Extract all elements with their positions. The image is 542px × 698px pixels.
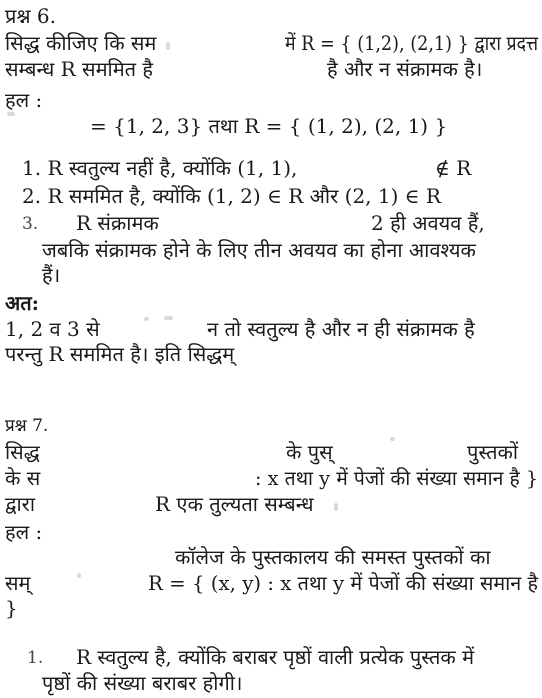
q6-set-definition: = {1, 2, 3} तथा R = { (1, 2), (2, 1) }: [90, 114, 448, 138]
q7-statement-line1-a: सिद्ध: [5, 440, 40, 464]
q6-point3-a: R संक्रामक: [76, 211, 159, 235]
q6-point3-b: 2 ही अवयव हैं,: [371, 211, 485, 235]
q6-statement-line1-b: में R = { (1,2), (2,1) } द्वारा प्रदत्त: [285, 31, 539, 55]
q7-statement-line1-b: के पुस्: [286, 440, 333, 464]
q7-solution-line1: कॉलेज के पुस्तकालय की समस्त पुस्तकों का: [175, 545, 491, 569]
q7-point1-b: पृष्ठों की संख्या बराबर होगी।: [42, 671, 243, 695]
redaction-blot: [334, 503, 338, 511]
q7-statement-line3-a: द्वारा: [5, 492, 36, 516]
q6-point1-a: 1. R स्वतुल्य नहीं है, क्योंकि (1, 1),: [22, 156, 298, 180]
redaction-blot: [164, 316, 173, 320]
q6-solution-label: हल :: [5, 88, 43, 112]
q6-point1-b: ∉ R: [435, 156, 472, 180]
redaction-blot: [7, 112, 15, 116]
q6-statement-line2-a: सम्बन्ध R सममित है: [5, 57, 154, 81]
q6-statement-line1-a: सिद्ध कीजिए कि सम: [5, 31, 157, 55]
q6-heading: प्रश्न 6.: [5, 4, 56, 28]
q7-statement-line3-b: R एक तुल्यता सम्बन्ध: [155, 492, 314, 516]
q7-statement-line2-a: के स: [5, 466, 41, 490]
redaction-blot: [390, 437, 395, 441]
q7-solution-line2-a: सम्: [5, 571, 31, 595]
q6-point3-number: 3.: [22, 214, 39, 234]
redaction-blot: [77, 573, 81, 578]
q6-conclusion-line2: परन्तु R सममित है। इति सिद्धम्: [5, 342, 235, 366]
q6-conclusion-a: 1, 2 व 3 से: [5, 317, 100, 341]
q7-solution-line3: }: [5, 596, 18, 620]
q7-heading: प्रश्न 7.: [5, 416, 49, 436]
q6-point3-d: हैं।: [42, 263, 61, 287]
q6-point2: 2. R सममित है, क्योंकि (1, 2) ∈ R और (2, 1) ∈ R: [22, 184, 441, 208]
q6-conclusion-b: न तो स्वतुल्य है और न ही संक्रामक है: [207, 317, 475, 341]
q7-statement-line1-c: पुस्तकों: [467, 440, 519, 464]
redaction-blot: [166, 42, 170, 50]
q7-solution-line2-b: R = { (x, y) : x तथा y में पेजों की संख्या समान है: [148, 571, 539, 595]
q6-point3-c: जबकि संक्रामक होने के लिए तीन अवयव का होना आवश्यक: [42, 238, 476, 262]
q7-statement-line2-b: : x तथा y में पेजों की संख्या समान है }: [255, 466, 539, 490]
q6-statement-line2-b: है और न संक्रामक है।: [327, 57, 483, 81]
q6-therefore: अत:: [5, 291, 40, 315]
q7-point1-number: 1.: [27, 648, 44, 668]
redaction-blot: [144, 317, 149, 321]
q7-solution-label: हल :: [5, 520, 43, 544]
q7-point1-a: R स्वतुल्य है, क्योंकि बराबर पृष्ठों वाली प्रत्येक पुस्तक में: [76, 645, 475, 669]
